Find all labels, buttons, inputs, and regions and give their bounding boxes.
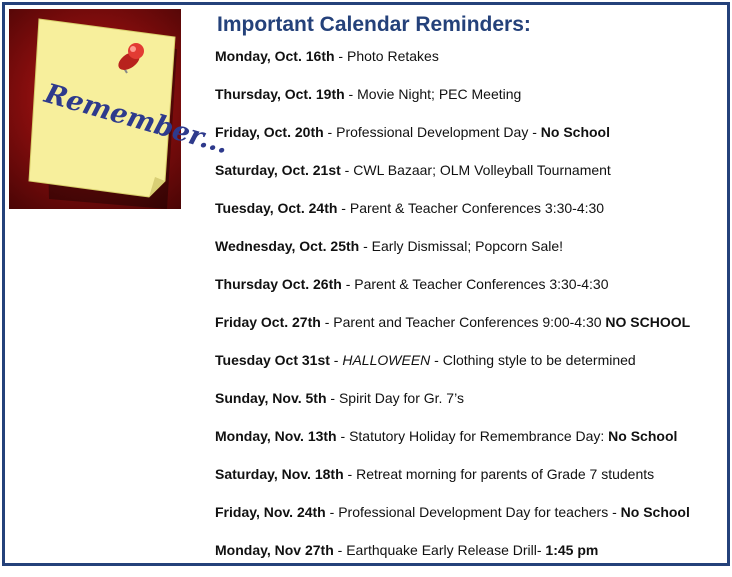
reminder-separator: -: [325, 504, 339, 520]
reminder-separator: -: [333, 542, 347, 558]
page-title: Important Calendar Reminders:: [217, 13, 531, 36]
reminder-italic-text: HALLOWEEN: [342, 352, 431, 368]
reminder-separator: -: [320, 314, 334, 330]
reminder-date: Saturday, Nov. 18th: [215, 466, 344, 482]
reminder-description: Statutory Holiday for Remembrance Day:: [349, 428, 609, 444]
sticky-note-image: [9, 9, 233, 209]
reminder-item: [215, 463, 725, 501]
reminder-separator: -: [337, 200, 350, 216]
reminder-separator: -: [340, 162, 354, 178]
reminder-date: Sunday, Nov. 5th: [215, 390, 327, 406]
reminder-item: [215, 121, 725, 159]
reminder-separator: -: [344, 86, 358, 102]
reminder-item: [215, 425, 725, 463]
reminder-emphasis: No School: [620, 504, 690, 520]
reminder-emphasis: 1:45 pm: [545, 542, 599, 558]
reminder-date: Friday Oct. 27th: [215, 314, 321, 330]
reminder-description: Parent & Teacher Conferences 3:30-4:30: [349, 200, 605, 216]
reminder-date: Tuesday Oct 31st: [215, 352, 330, 368]
reminder-emphasis: No School: [540, 124, 611, 140]
sticky-note-icon: [9, 9, 233, 209]
reminder-separator: -: [329, 352, 343, 368]
reminder-description: Parent and Teacher Conferences 9:00-4:30: [333, 314, 606, 330]
reminder-item: [215, 197, 725, 235]
reminder-description: Photo Retakes: [347, 48, 439, 64]
reminder-item: [215, 501, 725, 539]
reminder-date: Thursday, Oct. 19th: [215, 86, 345, 102]
reminder-item: [215, 159, 725, 197]
reminder-item: [215, 311, 725, 349]
reminder-description: Early Dismissal; Popcorn Sale!: [371, 238, 564, 254]
reminder-item: [215, 45, 725, 83]
reminder-description: CWL Bazaar; OLM Volleyball Tournament: [353, 162, 611, 178]
reminder-date: Friday, Nov. 24th: [215, 504, 326, 520]
reminder-emphasis: No School: [608, 428, 678, 444]
reminder-item: [215, 539, 725, 577]
reminder-description: Professional Development Day -: [336, 124, 541, 140]
reminder-date: Monday, Nov. 13th: [215, 428, 337, 444]
reminder-description: Professional Development Day for teachers -: [338, 504, 621, 520]
reminder-date: Monday, Oct. 16th: [215, 48, 335, 64]
reminder-emphasis: NO SCHOOL: [605, 314, 691, 330]
reminders-panel: [2, 2, 730, 566]
reminder-item: [215, 349, 725, 387]
reminder-separator: -: [343, 466, 357, 482]
reminder-description: Retreat morning for parents of Grade 7 students: [356, 466, 655, 482]
reminder-item: [215, 83, 725, 121]
reminder-description: Spirit Day for Gr. 7’s: [338, 390, 464, 406]
reminder-separator: -: [336, 428, 350, 444]
reminder-separator: -: [323, 124, 337, 140]
reminder-description-continued: - Clothing style to be determined: [430, 352, 636, 368]
reminder-date: Monday, Nov 27th: [215, 542, 334, 558]
reminder-description: Earthquake Early Release Drill-: [346, 542, 546, 558]
reminder-separator: -: [341, 276, 355, 292]
reminder-date: Friday, Oct. 20th: [215, 124, 324, 140]
reminder-item: [215, 387, 725, 425]
reminder-list: [215, 45, 725, 577]
reminder-date: Thursday Oct. 26th: [215, 276, 342, 292]
reminder-separator: -: [334, 48, 347, 64]
reminder-item: [215, 273, 725, 311]
reminder-date: Saturday, Oct. 21st: [215, 162, 341, 178]
reminder-date: Tuesday, Oct. 24th: [215, 200, 338, 216]
svg-text:Remember...: Remember...: [41, 78, 233, 161]
reminder-description: Parent & Teacher Conferences 3:30-4:30: [354, 276, 609, 292]
reminder-description: Movie Night; PEC Meeting: [357, 86, 522, 102]
reminder-separator: -: [359, 238, 372, 254]
reminder-separator: -: [326, 390, 339, 406]
reminder-date: Wednesday, Oct. 25th: [215, 238, 360, 254]
reminder-item: [215, 235, 725, 273]
